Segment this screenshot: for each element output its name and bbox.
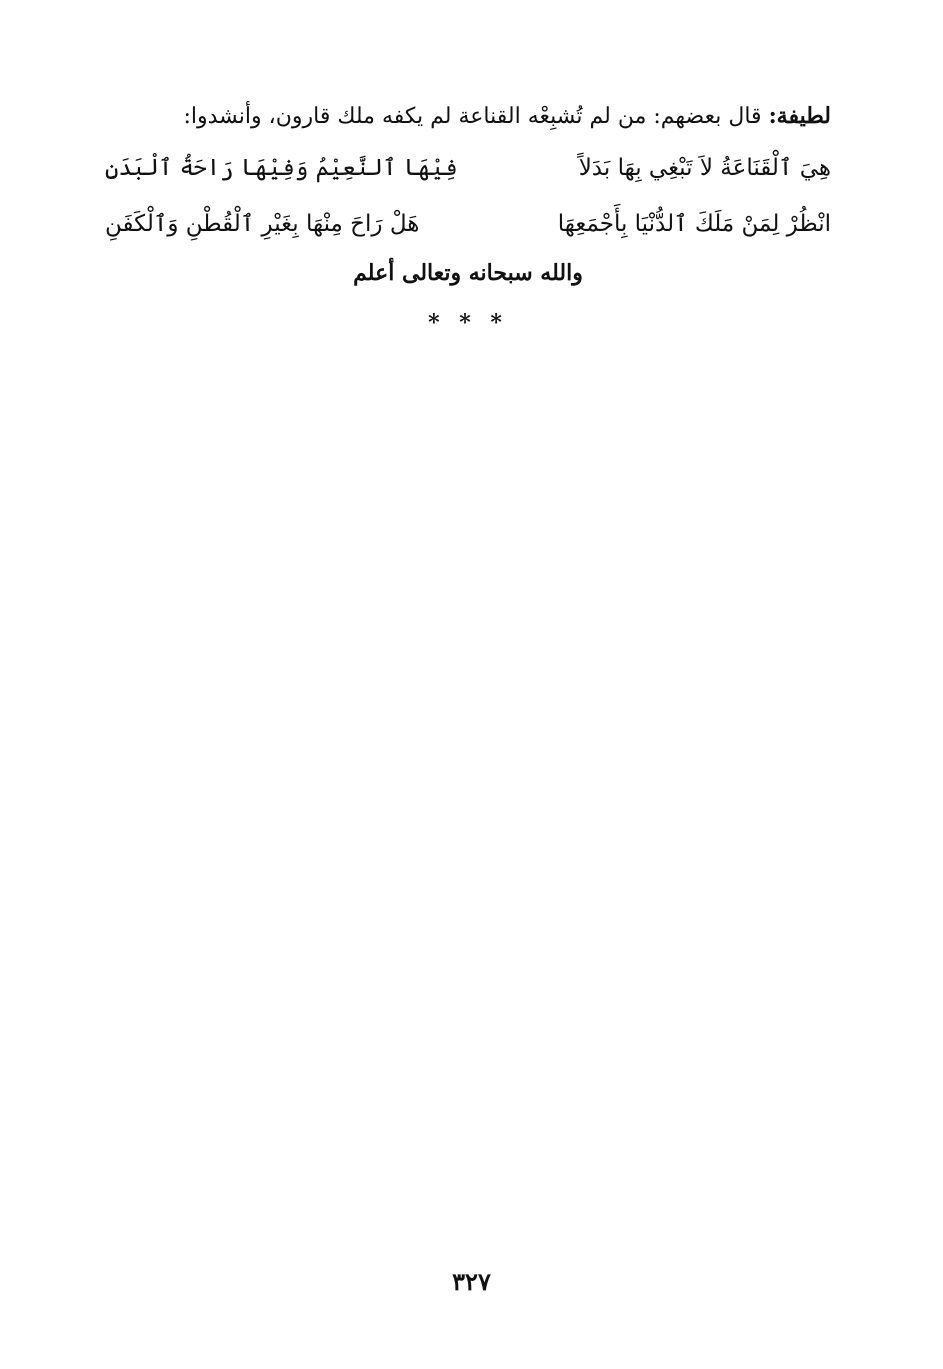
verse-1-first-hemistich: هِيَ ٱلْقَنَاعَةُ لاَ تَبْغِي بِهَا بَدَلاً xyxy=(578,155,831,181)
verse-2-first-hemistich: انْظُرْ لِمَنْ مَلَكَ ٱلدُّنْيَا بِأَجْمَعِهَا xyxy=(557,211,831,237)
page-content xyxy=(105,96,831,343)
closing-line: والله سبحانه وتعالى أعلم xyxy=(353,260,583,286)
verse-1-second-hemistich: فِيْهَا ٱلنَّعِيْمُ وَفِيْهَا رَاحَةُ ٱلْبَدَنِ xyxy=(105,155,458,181)
intro-paragraph xyxy=(105,96,831,137)
anecdote-text: قال بعضهم: من لم تُشبِعْه القناعة لم يكفه ملك قارون، وأنشدوا: xyxy=(183,104,762,129)
anecdote-label: لطيفة: xyxy=(768,103,831,129)
poem-verse-2 xyxy=(105,199,831,249)
page-number: ٣٢٧ xyxy=(452,1267,491,1296)
poem-verse-1 xyxy=(105,143,831,193)
section-separator: * * * xyxy=(428,310,508,336)
verse-2-second-hemistich: هَلْ رَاحَ مِنْهَا بِغَيْرِ ٱلْقُطْنِ وَٱلْكَفَنِ xyxy=(105,211,420,237)
